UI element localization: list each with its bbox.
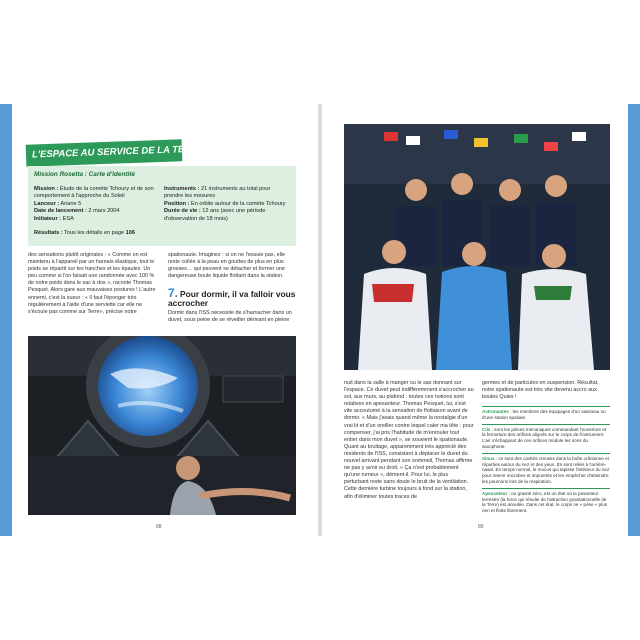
section-banner: L'ESPACE AU SERVICE DE LA TERRE [26, 139, 183, 166]
heading-number: 7. [168, 286, 179, 300]
infobox-row: Date de lancement : 2 mars 2004 [34, 208, 120, 215]
body-text-b-after: Dormir dans l'ISS nécessite de s'harnacher dans un duvet, sous peine de se réveiller dérivant en pleine [168, 310, 292, 324]
crew-illustration [344, 124, 610, 370]
body-text-column-c: nuit dans la salle à manger ou le sas donnant sur l'espace. Ce duvet peut indifféremment s'accrocher au sol, aux murs, au plafond : toutes ces notions sont relatives en apesanteur. Thomas Pesquet, lui, s'est vite accoutumé à la sensation de flottaison avant de dormir. « Mais j'avais quand même la nostalgie d'un vrai lit et d'un oreiller contre lequel caler ma tête : pour compenser, j'ai pris l'habitude de m'enrouler tout entier dans mon duvet », se souvient le spationaute. Quant au bruitage, apparemment très apprécié des résidents de l'ISS, consistant à déplacer le duvet du nouvel arrivant pendant son sommeil, Thomas affirme ne pas y avoir eu droit. « Ça n'est probablement qu'une rumeur », dément-il. Pour lui, le plus perturbant reste sans doute le bruit de la ventilation. Cette dernière turbine toujours à fond sur la station, afin d'éliminer toutes traces de [344, 380, 474, 500]
section-heading [168, 286, 296, 308]
body-text-column-d: germes et de particules en suspension. Résultat, notre spationaute est très vite devenu accro aux boules Quies ! [482, 380, 599, 401]
glossary-item: Sinus : ce sont des cavités creuses dans la boîte crânienne et réparties autour du nez et des yeux. En sont reliés à l'arrière-nasal. En temps normal, le mucus qui tapisse l'intérieur du nez pour retenir microbes et impuretés et les empêcher d'atteindre les poumons lors de la respiration. [482, 453, 610, 485]
infobox-row: Mission : Étude de la comète Tchoury et de son comportement à l'approche du Soleil [34, 186, 154, 200]
infobox-row: Durée de vie : 12 ans (avec une période d'observation de 18 mois) [164, 208, 266, 222]
crew-photo [344, 124, 610, 370]
heading-text: Pour dormir, il va falloir vous accrocher [168, 289, 296, 308]
infobox-title: Mission Rosetta : Carte d'identité [34, 171, 135, 178]
infobox-col-2 [164, 186, 290, 223]
cupola-photo [28, 336, 296, 515]
book-spread [0, 104, 640, 536]
mission-infobox [28, 166, 296, 246]
body-text-column-a: des sensations plutôt originales : « Comme on est maintenu à l'appareil par un harnais élastique, tout le poids se répartit sur les hanches et les épaules. Un peu comme si l'on faisait une randonnée avec 100 % de notre poids dans le sac à dos », raconte Thomas Pesquet. Alors gare aux mauvaises postures ! L'autre ennemi, c'est la sueur : « Il faut l'éponger très régulièrement à l'aide d'une serviette car elle ne s'écoule pas comme sur Terre», précise notre [28, 252, 156, 315]
glossary-item: Astronautes : les membres des équipages d'un vaisseau ou d'une station spatiale. [482, 406, 610, 421]
page-number-left: 88 [156, 524, 162, 530]
book-gutter [318, 104, 322, 536]
body-text-b-top: spationaute. Imaginez : si on ne l'essuie pas, elle reste collée à la peau en gouttes de plus en plus grosses… qui peuvent se détacher et former une dangereuse boule liquide flottant dans la station. [168, 252, 285, 280]
infobox-results: Résultats : Tous les détails en page 106 [34, 230, 135, 236]
infobox-col-1 [34, 186, 160, 223]
glossary [482, 406, 610, 517]
right-page-edge [628, 104, 640, 536]
cupola-illustration [28, 336, 296, 515]
infobox-row: Lanceur : Ariane 5 [34, 200, 82, 207]
infobox-row: Initiateur : ESA [34, 215, 74, 222]
glossary-item: Cils : sont les pièces mécaniques commandant l'ouverture et la fermeture des orifices alignés sur le corps de l'instrument. L'air s'échappant de ces orifices module les sons du saxophone. [482, 424, 610, 450]
infobox-row: Position : En orbite autour de la comète Tchoury [164, 200, 286, 207]
page-number-right: 89 [478, 524, 484, 530]
infobox-row: Instruments : 21 instruments au total pour prendre les mesures [164, 186, 271, 200]
glossary-item: Apesanteur : ou gravité zéro, est un état où la pesanteur terrestre (la force qui résulte de l'attraction gravitationnelle de la Terre) est annulée. Dans cet état, le corps ne « pèse » plus rien et flotte librement. [482, 488, 610, 514]
left-page-edge [0, 104, 12, 536]
